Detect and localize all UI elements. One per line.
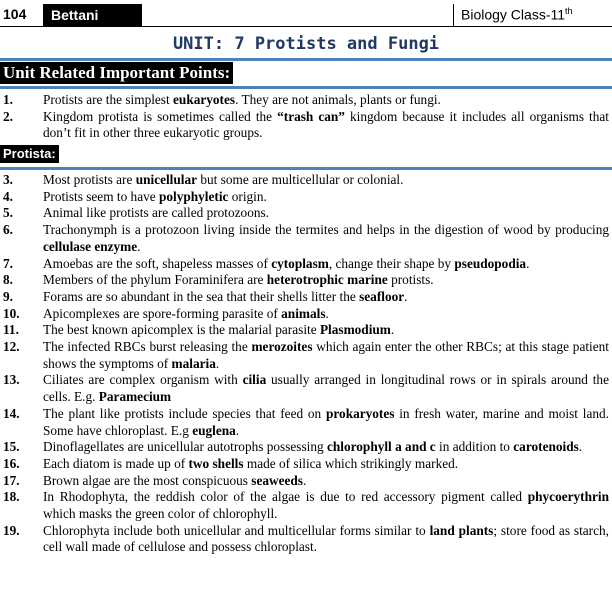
bold-term: prokaryotes xyxy=(325,405,395,421)
bold-term: land plants xyxy=(429,522,494,538)
bold-term: malaria xyxy=(171,355,216,371)
text-run: . xyxy=(235,422,240,438)
item-number: 10. xyxy=(3,305,20,321)
list-item xyxy=(0,489,612,522)
item-number: 9. xyxy=(3,288,13,304)
series-label: Bettani Series xyxy=(43,4,141,26)
bold-term: euglena xyxy=(192,422,236,438)
list-item xyxy=(0,473,612,490)
section-heading-important-points: Unit Related Important Points: xyxy=(0,62,233,84)
text-run: Amoebas are the soft, shapeless masses of xyxy=(43,255,272,271)
list-item xyxy=(0,372,612,405)
bold-term: Paramecium xyxy=(98,389,172,405)
protista-list xyxy=(0,172,612,556)
text-run: Members of the phylum Foraminifera are xyxy=(43,272,267,288)
class-label xyxy=(461,6,573,23)
list-item xyxy=(0,109,612,142)
list-item xyxy=(0,339,612,372)
item-text xyxy=(43,322,609,339)
item-number: 12. xyxy=(3,339,20,355)
text-run: The best known apicomplex is the malarial parasite xyxy=(43,322,320,338)
text-run: Dinoflagellates are unicellular autotrophs possessing xyxy=(43,439,327,455)
item-number: 7. xyxy=(3,255,13,271)
list-item xyxy=(0,322,612,339)
item-number: 8. xyxy=(3,272,13,288)
list-item xyxy=(0,406,612,439)
item-number: 5. xyxy=(3,205,13,221)
section-rule xyxy=(0,58,612,61)
item-text xyxy=(43,306,609,323)
item-text xyxy=(43,456,609,473)
text-run: Brown algae are the most conspicuous xyxy=(43,472,252,488)
text-run: . xyxy=(302,472,307,488)
item-text xyxy=(43,272,609,289)
item-text xyxy=(43,523,609,556)
text-run: which masks the green color of chlorophyll. xyxy=(43,506,278,522)
list-item xyxy=(0,289,612,306)
list-item xyxy=(0,92,612,109)
header-rule xyxy=(0,26,612,27)
item-number: 15. xyxy=(3,439,20,455)
list-item xyxy=(0,205,612,222)
item-number: 11. xyxy=(3,322,19,338)
item-number: 19. xyxy=(3,522,20,538)
text-run: . xyxy=(215,355,220,371)
item-number: 6. xyxy=(3,222,13,238)
list-item xyxy=(0,456,612,473)
text-run: kingdom because it includes all organisms that don’t fit in other three eukaryotic groups. xyxy=(43,108,609,141)
item-text xyxy=(43,172,609,189)
item-text xyxy=(43,109,609,142)
bold-term: phycoerythrin xyxy=(527,489,609,505)
text-run: origin. xyxy=(228,188,267,204)
text-run: Kingdom protista is sometimes called the xyxy=(43,108,278,124)
item-number: 4. xyxy=(3,188,13,204)
text-run: ; store food as starch, cell wall made of cellulose and possess chloroplast. xyxy=(43,522,609,555)
class-label-text: Biology Class-11 xyxy=(461,6,566,23)
item-number: 13. xyxy=(3,372,20,388)
bold-term: eukaryotes xyxy=(173,92,236,107)
bold-term: cilia xyxy=(242,372,267,388)
bold-term: carotenoids xyxy=(513,439,579,455)
item-text xyxy=(43,222,609,255)
item-number: 2. xyxy=(3,108,13,124)
important-points-list xyxy=(0,92,612,142)
section-rule xyxy=(0,167,612,170)
text-run: Most protists are xyxy=(43,172,136,187)
list-item xyxy=(0,172,612,189)
item-number: 3. xyxy=(3,172,13,187)
item-text xyxy=(43,256,609,273)
item-number: 16. xyxy=(3,455,20,471)
bold-term: animals xyxy=(281,305,326,321)
text-run: protists. xyxy=(387,272,434,288)
item-number: 18. xyxy=(3,489,20,505)
header-divider xyxy=(453,4,454,27)
list-item xyxy=(0,222,612,255)
text-run: . xyxy=(526,255,530,271)
text-run: . xyxy=(390,322,395,338)
section-heading-protista: Protista: xyxy=(0,145,59,163)
item-number: 14. xyxy=(3,405,20,421)
text-run: Animal like protists are called protozoons. xyxy=(43,205,269,221)
section-rule xyxy=(0,86,612,89)
item-text xyxy=(43,92,609,109)
text-run: Chlorophyta include both unicellular and multicellular forms similar to xyxy=(43,522,430,538)
bold-term: cytoplasm xyxy=(271,255,329,271)
text-run: In Rhodophyta, the reddish color of the algae is due to red accessory pigment called xyxy=(43,489,528,505)
bold-term: chlorophyll a and c xyxy=(326,439,436,455)
text-run: The plant like protists include species that feed on xyxy=(43,405,326,421)
page-number: 104 xyxy=(3,6,27,22)
list-item xyxy=(0,272,612,289)
text-run: Forams are so abundant in the sea that their shells litter the xyxy=(43,288,360,304)
text-run: which again enter the other RBCs; at this stage patient shows the symptoms of xyxy=(43,339,609,371)
item-number: 1. xyxy=(3,92,13,107)
text-run: Protists seem to have xyxy=(43,188,159,204)
text-run: Protists are the simplest xyxy=(43,92,174,107)
item-text xyxy=(43,489,609,522)
item-text xyxy=(43,406,609,439)
bold-term: cellulase enzyme xyxy=(43,238,138,254)
list-item xyxy=(0,256,612,273)
bold-term: “trash can” xyxy=(277,108,345,124)
text-run: Trachonymph is a protozoon living inside the termites and helps in the digestion of wood by producing xyxy=(43,222,609,238)
bold-term: seafloor xyxy=(359,288,405,304)
text-run: usually arranged in longitudinal rows or in spirals around the cells. E.g. xyxy=(43,372,609,405)
bold-term: seaweeds xyxy=(251,472,303,488)
text-run: made of silica which strikingly marked. xyxy=(243,455,459,471)
item-text xyxy=(43,339,609,372)
text-run: The infected RBCs burst releasing the xyxy=(43,339,252,355)
text-run: . xyxy=(404,288,408,304)
list-item xyxy=(0,523,612,556)
item-number: 17. xyxy=(3,472,20,488)
item-text xyxy=(43,289,609,306)
bold-term: unicellular xyxy=(135,172,198,187)
text-run: Ciliates are complex organism with xyxy=(43,372,243,388)
text-run: in addition to xyxy=(435,439,514,455)
text-run: in fresh water, marine and moist land. Some have chloroplast. E.g xyxy=(43,405,609,438)
bold-term: pseudopodia xyxy=(454,255,527,271)
text-run: Apicomplexes are spore-forming parasite of xyxy=(43,305,282,321)
bold-term: two shells xyxy=(188,455,244,471)
item-text xyxy=(43,372,609,405)
item-text xyxy=(43,205,609,222)
text-run: but some are multicellular or colonial. xyxy=(197,172,404,187)
item-text xyxy=(43,189,609,206)
bold-term: merozoites xyxy=(251,339,313,355)
list-item xyxy=(0,189,612,206)
text-run: Each diatom is made up of xyxy=(43,455,189,471)
class-label-sup: th xyxy=(565,6,573,16)
text-run: . xyxy=(137,238,141,254)
header-divider xyxy=(141,4,142,26)
bold-term: heterotrophic marine xyxy=(266,272,388,288)
item-text xyxy=(43,473,609,490)
text-run: , change their shape by xyxy=(328,255,455,271)
text-run: . xyxy=(578,439,583,455)
bold-term: polyphyletic xyxy=(158,188,229,204)
text-run: . They are not animals, plants or fungi. xyxy=(235,92,441,107)
list-item xyxy=(0,439,612,456)
bold-term: Plasmodium xyxy=(319,322,391,338)
item-text xyxy=(43,439,609,456)
unit-title: UNIT: 7 Protists and Fungi xyxy=(172,34,440,54)
text-run: . xyxy=(325,305,329,321)
list-item xyxy=(0,306,612,323)
